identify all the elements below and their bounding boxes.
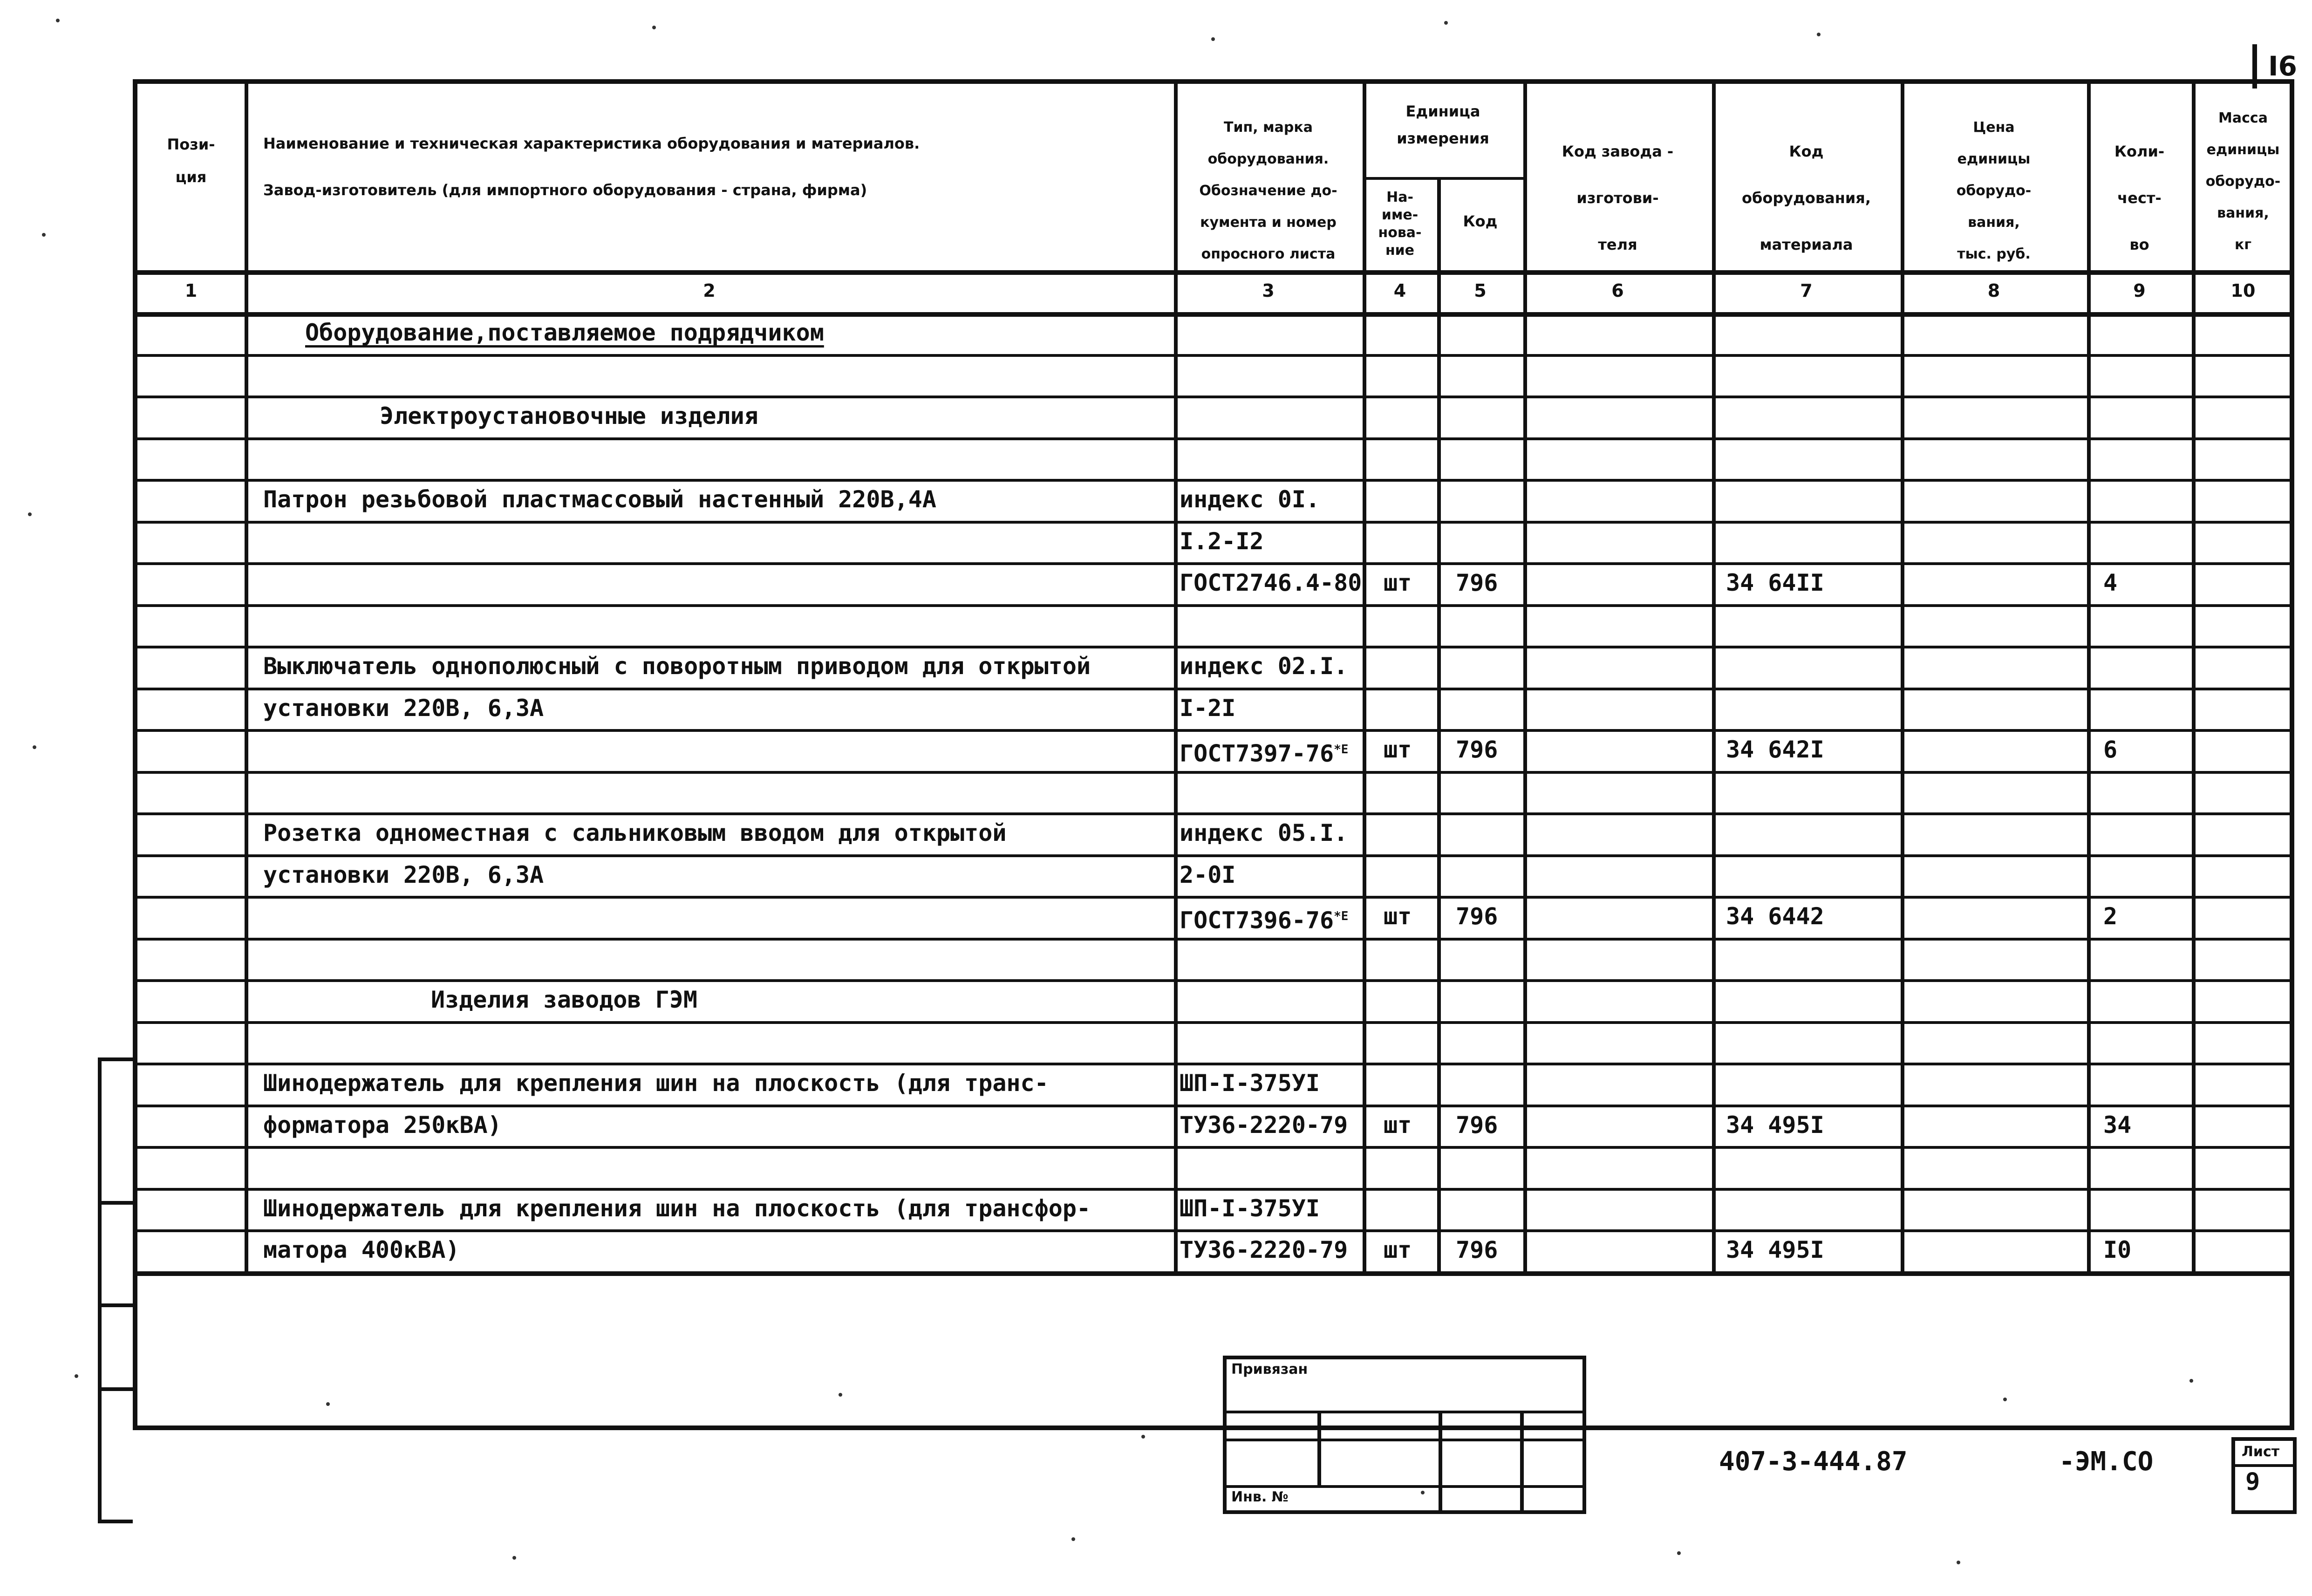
item-unit-code: 796 xyxy=(1456,1236,1498,1263)
header-mass-line: оборудо- xyxy=(2205,173,2281,190)
item-type-text: индекс 05.I. xyxy=(1180,819,1348,846)
header-mass-line: Масса xyxy=(2218,110,2268,126)
linked-label: Привязан xyxy=(1231,1361,1308,1378)
header-price-line: Цена xyxy=(1973,119,2015,136)
header-unit-name-line: име- xyxy=(1381,207,1419,223)
scan-speck xyxy=(28,512,32,516)
header-equipment-code-line: материала xyxy=(1760,236,1853,253)
item-type-text: ШП-I-375УI xyxy=(1180,1070,1320,1097)
header-unit-name-line: ние xyxy=(1385,242,1415,259)
header-factory-code-line: Код завода - xyxy=(1562,143,1674,160)
scan-speck xyxy=(512,1556,516,1560)
scan-speck xyxy=(652,26,656,29)
item-quantity: 2 xyxy=(2103,903,2118,930)
item-type xyxy=(1180,521,1264,562)
document-suffix: -ЭМ.СО xyxy=(2059,1446,2154,1477)
item-type xyxy=(1180,646,1348,687)
column-number: 2 xyxy=(703,280,716,301)
column-number: 9 xyxy=(2133,280,2146,301)
item-type-text: ТУ36-2220-79 xyxy=(1180,1111,1348,1139)
column-number: 10 xyxy=(2230,280,2256,301)
item-name: Розетка одноместная с сальниковым вводом для открытой xyxy=(263,819,1007,846)
header-name-line: Наименование и техническая характеристика оборудования и материалов. xyxy=(263,135,920,152)
header-factory-code-line: изготови- xyxy=(1576,189,1659,207)
item-unit-code: 796 xyxy=(1456,1111,1498,1139)
item-type-text: ГОСТ7396-76 xyxy=(1180,907,1334,934)
column-number: 7 xyxy=(1800,280,1813,301)
inventory-number-label: Инв. № xyxy=(1231,1489,1289,1505)
scan-speck xyxy=(1421,1491,1425,1494)
scan-speck xyxy=(1071,1537,1075,1541)
item-name: Электроустановочные изделия xyxy=(380,402,758,430)
item-equipment-code: 34 64II xyxy=(1726,569,1824,596)
header-type-line: опросного листа xyxy=(1201,246,1336,262)
item-type-text: 2-0I xyxy=(1180,861,1236,888)
item-type-revision: *Е xyxy=(1334,909,1349,923)
item-name: Шинодержатель для крепления шин на плоскость (для трансфор- xyxy=(263,1194,1091,1222)
item-unit: шт xyxy=(1384,1236,1412,1263)
item-equipment-code: 34 495I xyxy=(1726,1111,1824,1139)
header-unit-line: измерения xyxy=(1397,130,1489,147)
scan-speck xyxy=(1444,21,1448,25)
scan-speck xyxy=(1817,33,1821,36)
item-type-text: индекс 02.I. xyxy=(1180,653,1348,680)
item-type-text: I.2-I2 xyxy=(1180,527,1264,555)
column-number: 3 xyxy=(1262,280,1275,301)
scan-speck xyxy=(1211,37,1215,41)
header-mass-line: единицы xyxy=(2206,142,2280,158)
header-quantity-line: Коли- xyxy=(2114,143,2165,160)
column-number: 8 xyxy=(1987,280,2000,301)
item-name: Шинодержатель для крепления шин на плоскость (для транс- xyxy=(263,1070,1049,1097)
item-name: установки 220В, 6,3А xyxy=(263,861,544,888)
item-name: матора 400кВА) xyxy=(263,1236,460,1263)
item-type xyxy=(1180,479,1320,520)
item-unit-code: 796 xyxy=(1456,736,1498,763)
header-unit-code-line: Код xyxy=(1463,212,1498,230)
stamp-block xyxy=(1223,1356,1586,1514)
column-number: 1 xyxy=(184,280,198,301)
scan-speck xyxy=(326,1402,330,1406)
scan-speck xyxy=(1677,1551,1681,1555)
header-type-line: кумента и номер xyxy=(1200,214,1337,231)
item-unit-code: 796 xyxy=(1456,903,1498,930)
item-quantity: 34 xyxy=(2103,1111,2132,1139)
item-name: установки 220В, 6,3А xyxy=(263,694,544,722)
item-type xyxy=(1180,1229,1348,1270)
document-code: 407-3-444.87 xyxy=(1719,1446,1908,1477)
item-name: форматора 250кВА) xyxy=(263,1111,502,1139)
item-equipment-code: 34 642I xyxy=(1726,736,1824,763)
header-position-line: Пози- xyxy=(167,136,215,153)
item-name: Патрон резьбовой пластмассовый настенный 220В,4А xyxy=(263,486,936,513)
header-quantity-line: во xyxy=(2129,236,2149,253)
header-price-line: оборудо- xyxy=(1956,183,2032,199)
header-price-line: вания, xyxy=(1968,214,2020,231)
header-equipment-code-line: Код xyxy=(1789,143,1824,160)
header-mass-line: вания, xyxy=(2217,205,2269,221)
column-number: 5 xyxy=(1474,280,1487,301)
scan-speck xyxy=(56,19,60,22)
item-type-text: ШП-I-375УI xyxy=(1180,1194,1320,1222)
scan-speck xyxy=(42,233,46,237)
item-type-text: I-2I xyxy=(1180,694,1236,722)
header-unit-name-line: На- xyxy=(1386,189,1413,205)
header-price-line: тыс. руб. xyxy=(1957,246,2031,262)
item-type-text: индекс 0I. xyxy=(1180,486,1320,513)
sheet-label: Лист xyxy=(2242,1444,2280,1460)
scan-speck xyxy=(839,1393,842,1397)
header-price-line: единицы xyxy=(1957,151,2031,167)
item-name: Оборудование,поставляемое подрядчиком xyxy=(305,319,824,346)
item-name: Выключатель однополюсный с поворотным приводом для открытой xyxy=(263,653,1091,680)
item-unit: шт xyxy=(1384,569,1412,596)
item-quantity: 6 xyxy=(2103,736,2118,763)
header-type-line: Тип, марка xyxy=(1224,119,1313,136)
header-quantity-line: чест- xyxy=(2117,189,2162,207)
item-quantity: I0 xyxy=(2103,1236,2132,1263)
scan-speck xyxy=(2189,1379,2193,1383)
sheet-number-box xyxy=(2231,1437,2297,1514)
scan-speck xyxy=(1141,1435,1145,1439)
scan-speck xyxy=(75,1374,78,1378)
column-number: 4 xyxy=(1393,280,1406,301)
item-type xyxy=(1180,562,1362,603)
item-quantity: 4 xyxy=(2103,569,2118,596)
item-type-text: ТУ36-2220-79 xyxy=(1180,1236,1348,1263)
scan-speck xyxy=(33,745,36,749)
page-number: I6 xyxy=(2252,44,2308,89)
scan-speck xyxy=(2003,1398,2007,1401)
item-type-revision: *Е xyxy=(1334,743,1349,757)
header-type-line: Обозначение до- xyxy=(1199,183,1337,199)
header-unit-line: Единица xyxy=(1405,102,1480,120)
specification-table xyxy=(133,79,2294,1430)
item-equipment-code: 34 495I xyxy=(1726,1236,1824,1263)
item-unit-code: 796 xyxy=(1456,569,1498,596)
item-name: Изделия заводов ГЭМ xyxy=(431,986,697,1013)
binding-margin xyxy=(98,1057,133,1523)
header-unit-name-line: нова- xyxy=(1378,225,1422,241)
header-position-line: ция xyxy=(175,168,207,186)
item-equipment-code: 34 6442 xyxy=(1726,903,1824,930)
item-type xyxy=(1180,1105,1348,1146)
item-type xyxy=(1180,896,1348,941)
item-type-text: ГОСТ7397-76 xyxy=(1180,740,1334,767)
header-type-line: оборудования. xyxy=(1207,151,1329,167)
sheet-number: 9 xyxy=(2245,1468,2260,1496)
header-name-line: Завод-изготовитель (для импортного оборудования - страна, фирма) xyxy=(263,181,867,199)
scan-speck xyxy=(1957,1561,1960,1564)
column-number: 6 xyxy=(1611,280,1624,301)
item-type xyxy=(1180,688,1235,729)
item-unit: шт xyxy=(1384,903,1412,930)
header-mass-line: кг xyxy=(2234,237,2252,253)
header-equipment-code-line: оборудования, xyxy=(1742,189,1871,207)
item-type xyxy=(1180,1188,1320,1229)
item-unit: шт xyxy=(1384,1111,1412,1139)
item-type-text: ГОСТ2746.4-80 xyxy=(1180,569,1362,596)
item-type xyxy=(1180,1063,1320,1104)
item-type xyxy=(1180,729,1348,774)
item-unit: шт xyxy=(1384,736,1412,763)
header-factory-code-line: теля xyxy=(1598,236,1637,253)
item-type xyxy=(1180,812,1348,853)
item-type xyxy=(1180,854,1235,895)
